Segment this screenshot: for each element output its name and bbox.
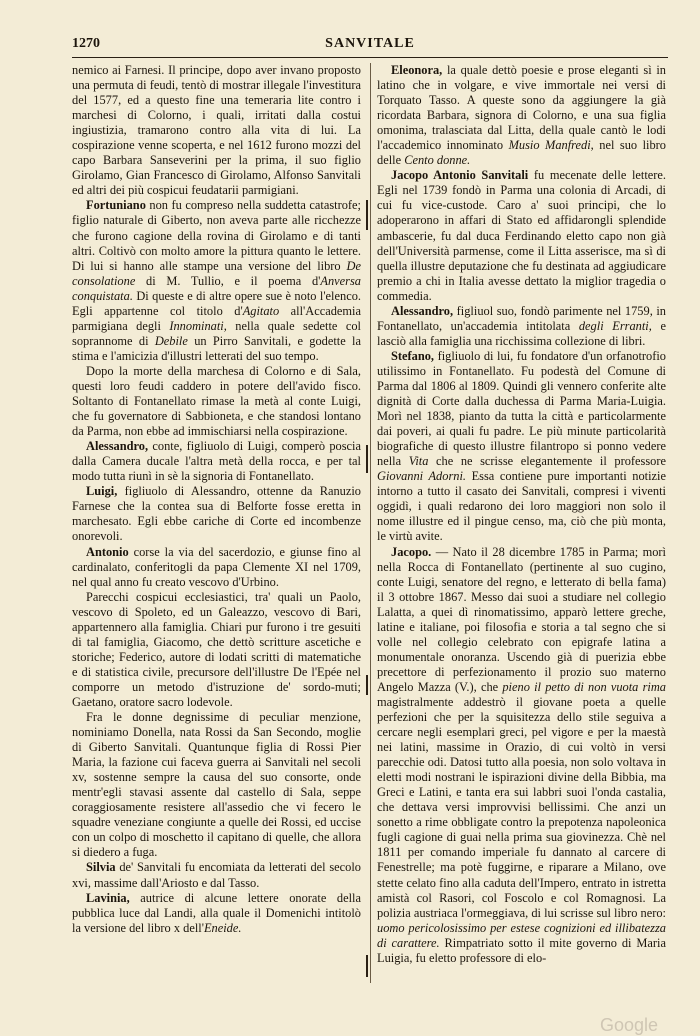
paragraph: Parecchi cospicui ecclesiastici, tra' quali un Paolo, vescovo di Spoleto, ed un Galeazzo, vescovo di Bari, appartennero alla famiglia. Chiari pur furono i tre gesuiti di tal famiglia, Giacomo, che dettò scritture ascetiche e storiche; Federico, autore di lodati scritti di matematiche e di statistica civile, precursore dell'illustre De l'Epée nel comporre un metodo d'istruzione de' sordo-muti; Gaetano, oratore sacro lodevole. (72, 589, 361, 709)
margin-marks (364, 200, 376, 980)
header-rule (72, 57, 668, 58)
person-name: Fortuniano (86, 198, 146, 213)
paragraph: Jacopo Antonio Sanvitali fu mecenate delle lettere. Egli nel 1739 fondò in Parma una colonia di Arcadi, di cui fu vice-custode. Caro a' suoi principi, che lo adoperarono in affari di Stato ed affidarongli splendide ambascerie, fu dal duca Ferdinando eletto capo non già dell'Università parmense, come il Litta asserisce, ma sì di quella illustre deputazione che fu destinata ad aggiudicare premio a chi in Italia avesse dettato la miglior tragedia o commedia. (377, 168, 666, 303)
running-head (72, 36, 668, 54)
paragraph: Antonio corse la via del sacerdozio, e giunse fino al cardinalato, conferitogli da papa Clemente XI nel 1709, nel qual anno fu creato vescovo d'Urbino. (72, 544, 361, 589)
running-title: SANVITALE (325, 36, 415, 51)
watermark: Google (600, 1015, 659, 1035)
page-number: 1270 (72, 36, 100, 51)
right-column (377, 63, 666, 993)
paragraph: Luigi, figliuolo di Alessandro, ottenne da Ranuzio Farnese che la contea sua di Belforte fosse eretta in marchesato. Egli ebbe cariche di Corte ed incombenze onorevoli. (72, 484, 361, 544)
margin-mark (366, 955, 368, 977)
paragraph: Alessandro, figliuol suo, fondò parimente nel 1759, in Fontanellato, un'accademia intitolata degli Erranti, e lasciò alla famiglia una ricchissima collezione di libri. (377, 303, 666, 348)
paragraph: Jacopo. — Nato il 28 dicembre 1785 in Parma; morì nella Rocca di Fontanellato (pertinente al suo cugino, conte Luigi, senatore del regno, e letterato di bella fama) il 3 ottobre 1867. Messo dai suoi a studiare nel collegio Lalatta, a quei dì rinomatissimo, apparò lettere greche, latine e italiane, poi filosofia e storia a tal segno che si volle nel collegio celebrato con epigrafe latina a monumentale onoranza. Uscendo già di puerizia ebbe precettore di perfezionamento il prozio suo materno Angelo Mazza (V.), che pieno il petto di non vuota rima magistralmente addestrò il giovane poeta a quelle perfezioni che per la squisitezza dello stile seguiva a cercare negli esemplari greci, pel vigore e per la maestà nei latini, massime in Orazio, di cui voltò in versi parecchie odi. Datosi tutto alla poesia, non solo voltava in eletti modi nostrani le ispirazioni divine della Bibbia, ma Greci e Latini, e tanta era sui labbri suoi l'onda castalia, che dettava versi improvvisi bellissimi. Che anzi un sonetto a rime obbligate contro la prepotenza napoleonica fugli cagione di guai nella prima sua giovinezza. Chè nel 1811 per comando imperiale fu dannato al carcere di Fenestrelle; ma potè fuggirne, e riparare a Milano, ove stette celato fino alla caduta dell'Impero, entrato in istretta amistà col Rasori, col Foscolo e col Romagnosi. La polizia austriaca l'ormeggiava, di lui scrisse sul libro nero: uomo pericolosissimo per estese cognizioni ed illibatezza di carattere. Rimpatriato sotto il mite governo di Maria Luigia, fu eletto professore di elo- (377, 544, 666, 965)
paragraph: Lavinia, autrice di alcune lettere onorate della pubblica luce dal Landi, alla quale il Domenichi intitolò la versione del libro x dell'Eneide. (72, 890, 361, 935)
person-name: Alessandro, (391, 303, 454, 318)
person-name: Antonio (86, 544, 129, 559)
person-name: Jacopo Antonio Sanvitali (391, 168, 529, 183)
paragraph: nemico ai Farnesi. Il principe, dopo aver invano proposto una permuta di feudi, tentò di mostrar illegale l'investitura del 1577, ed a questo fine una temeraria lite contro i marchesi di Colorno, i quali, irritati dalla costui ingiustizia, tramarono contro alla vita di lui. La cospirazione venne scoperta, e nel 1612 furono mozzi del capo Barbara Sanseverini per la prima, il suo figlio Girolamo, Gian Francesco di Girolamo, Alfonso Sanvitali ed altri dei più cospicui feudatarii parmigiani. (72, 63, 361, 198)
paragraph: Stefano, figliuolo di lui, fu fondatore d'un orfanotrofio utilissimo in Fontanellato. Fu podestà del Comune di Parma dal 1806 al 1809. Quindi gli vennero conferite alte dignità di Corte dalla duchessa di Parma Maria-Luigia. Morì nel 1838, pianto da tutta la città e particolarmente dai poveri, ai quali fu padre. Le più minute particolarità biografiche di questo illustre filantropo si ponno vedere nella Vita che ne scrisse elegantemente il professore Giovanni Adorni. Essa contiene pure importanti notizie intorno a tutto il casato dei Sanvitali, compresi i viventi oggidì, i quali redarono dei loro maggiori non solo il nome illustre ed il pingue censo, ma, ciò che più monta, le virtù avite. (377, 348, 666, 544)
paragraph: Fortuniano non fu compreso nella suddetta catastrofe; figlio naturale di Giberto, non aveva parte alle ricchezze che furono cagione della rovina di Girolamo e di tanti altri. Coltivò con molto amore la pittura quanto le lettere. Di lui si hanno alle stampe una versione del libro De consolatione di M. Tullio, e il poema d'Anversa conquistata. Di queste e di altre opere sue è noto l'elenco. Egli appartenne col titolo d'Agitato all'Accademia parmigiana degli Innominati, nella quale sedette col soprannome di Debile un Pirro Sanvitali, e godette la stima e l'amicizia d'illustri letterati del suo tempo. (72, 198, 361, 363)
margin-mark (366, 675, 368, 695)
paragraph: Silvia de' Sanvitali fu encomiata da letterati del secolo xvi, massime dall'Ariosto e dal Tasso. (72, 860, 361, 890)
person-name: Stefano, (391, 348, 435, 363)
paragraph: Eleonora, la quale dettò poesie e prose eleganti sì in latino che in volgare, e vive immortale nei versi di Torquato Tasso. A queste sono da aggiungere la già ricordata Barbara, signora di Colorno, e una sua figlia omonima, tralasciata dal Litta, della quale cantò le lodi l'accademico innominato Musio Manfredi, nel suo libro delle Cento donne. (377, 63, 666, 168)
paragraph: Alessandro, conte, figliuolo di Luigi, comperò poscia dalla Camera ducale l'altra metà della rocca, e per tal modo tutta riunì in sè la signoria di Fontanellato. (72, 439, 361, 484)
person-name: Luigi, (86, 484, 118, 499)
paragraph: Fra le donne degnissime di peculiar menzione, nominiamo Donella, nata Rossi da San Secondo, moglie di Giberto Sanvitali. Quantunque figlia di Rossi Pier Maria, la fazione cui faceva guerra ai Sanvitali nel secoli xv, sostenne sempre la causa del suo consorte, onde mentr'egli stavasi assente dal castello di Sala, seppe coraggiosamente resistere all'assedio che vi fecero le squadre veneziane congiunte a quelle dei Rossi, ed uccise con un colpo di moschetto il capitano di quelle, che allora si diedero a fuga. (72, 710, 361, 860)
person-name: Alessandro, (86, 439, 149, 454)
person-name: Silvia (86, 860, 116, 875)
margin-mark (366, 445, 368, 473)
left-column (72, 63, 361, 993)
person-name: Jacopo. (391, 544, 432, 559)
person-name: Lavinia, (86, 890, 130, 905)
margin-mark (366, 200, 368, 230)
paragraph: Dopo la morte della marchesa di Colorno e di Sala, questi loro feudi caddero in potere dell'avido fisco. Soltanto di Fontanellato rimase la metà al conte Luigi, che fu governatore di Sabbioneta, e che standosi lontano da Parma, non ebbe ad immischiarsi nella cospirazione. (72, 363, 361, 439)
person-name: Eleonora, (391, 63, 443, 77)
